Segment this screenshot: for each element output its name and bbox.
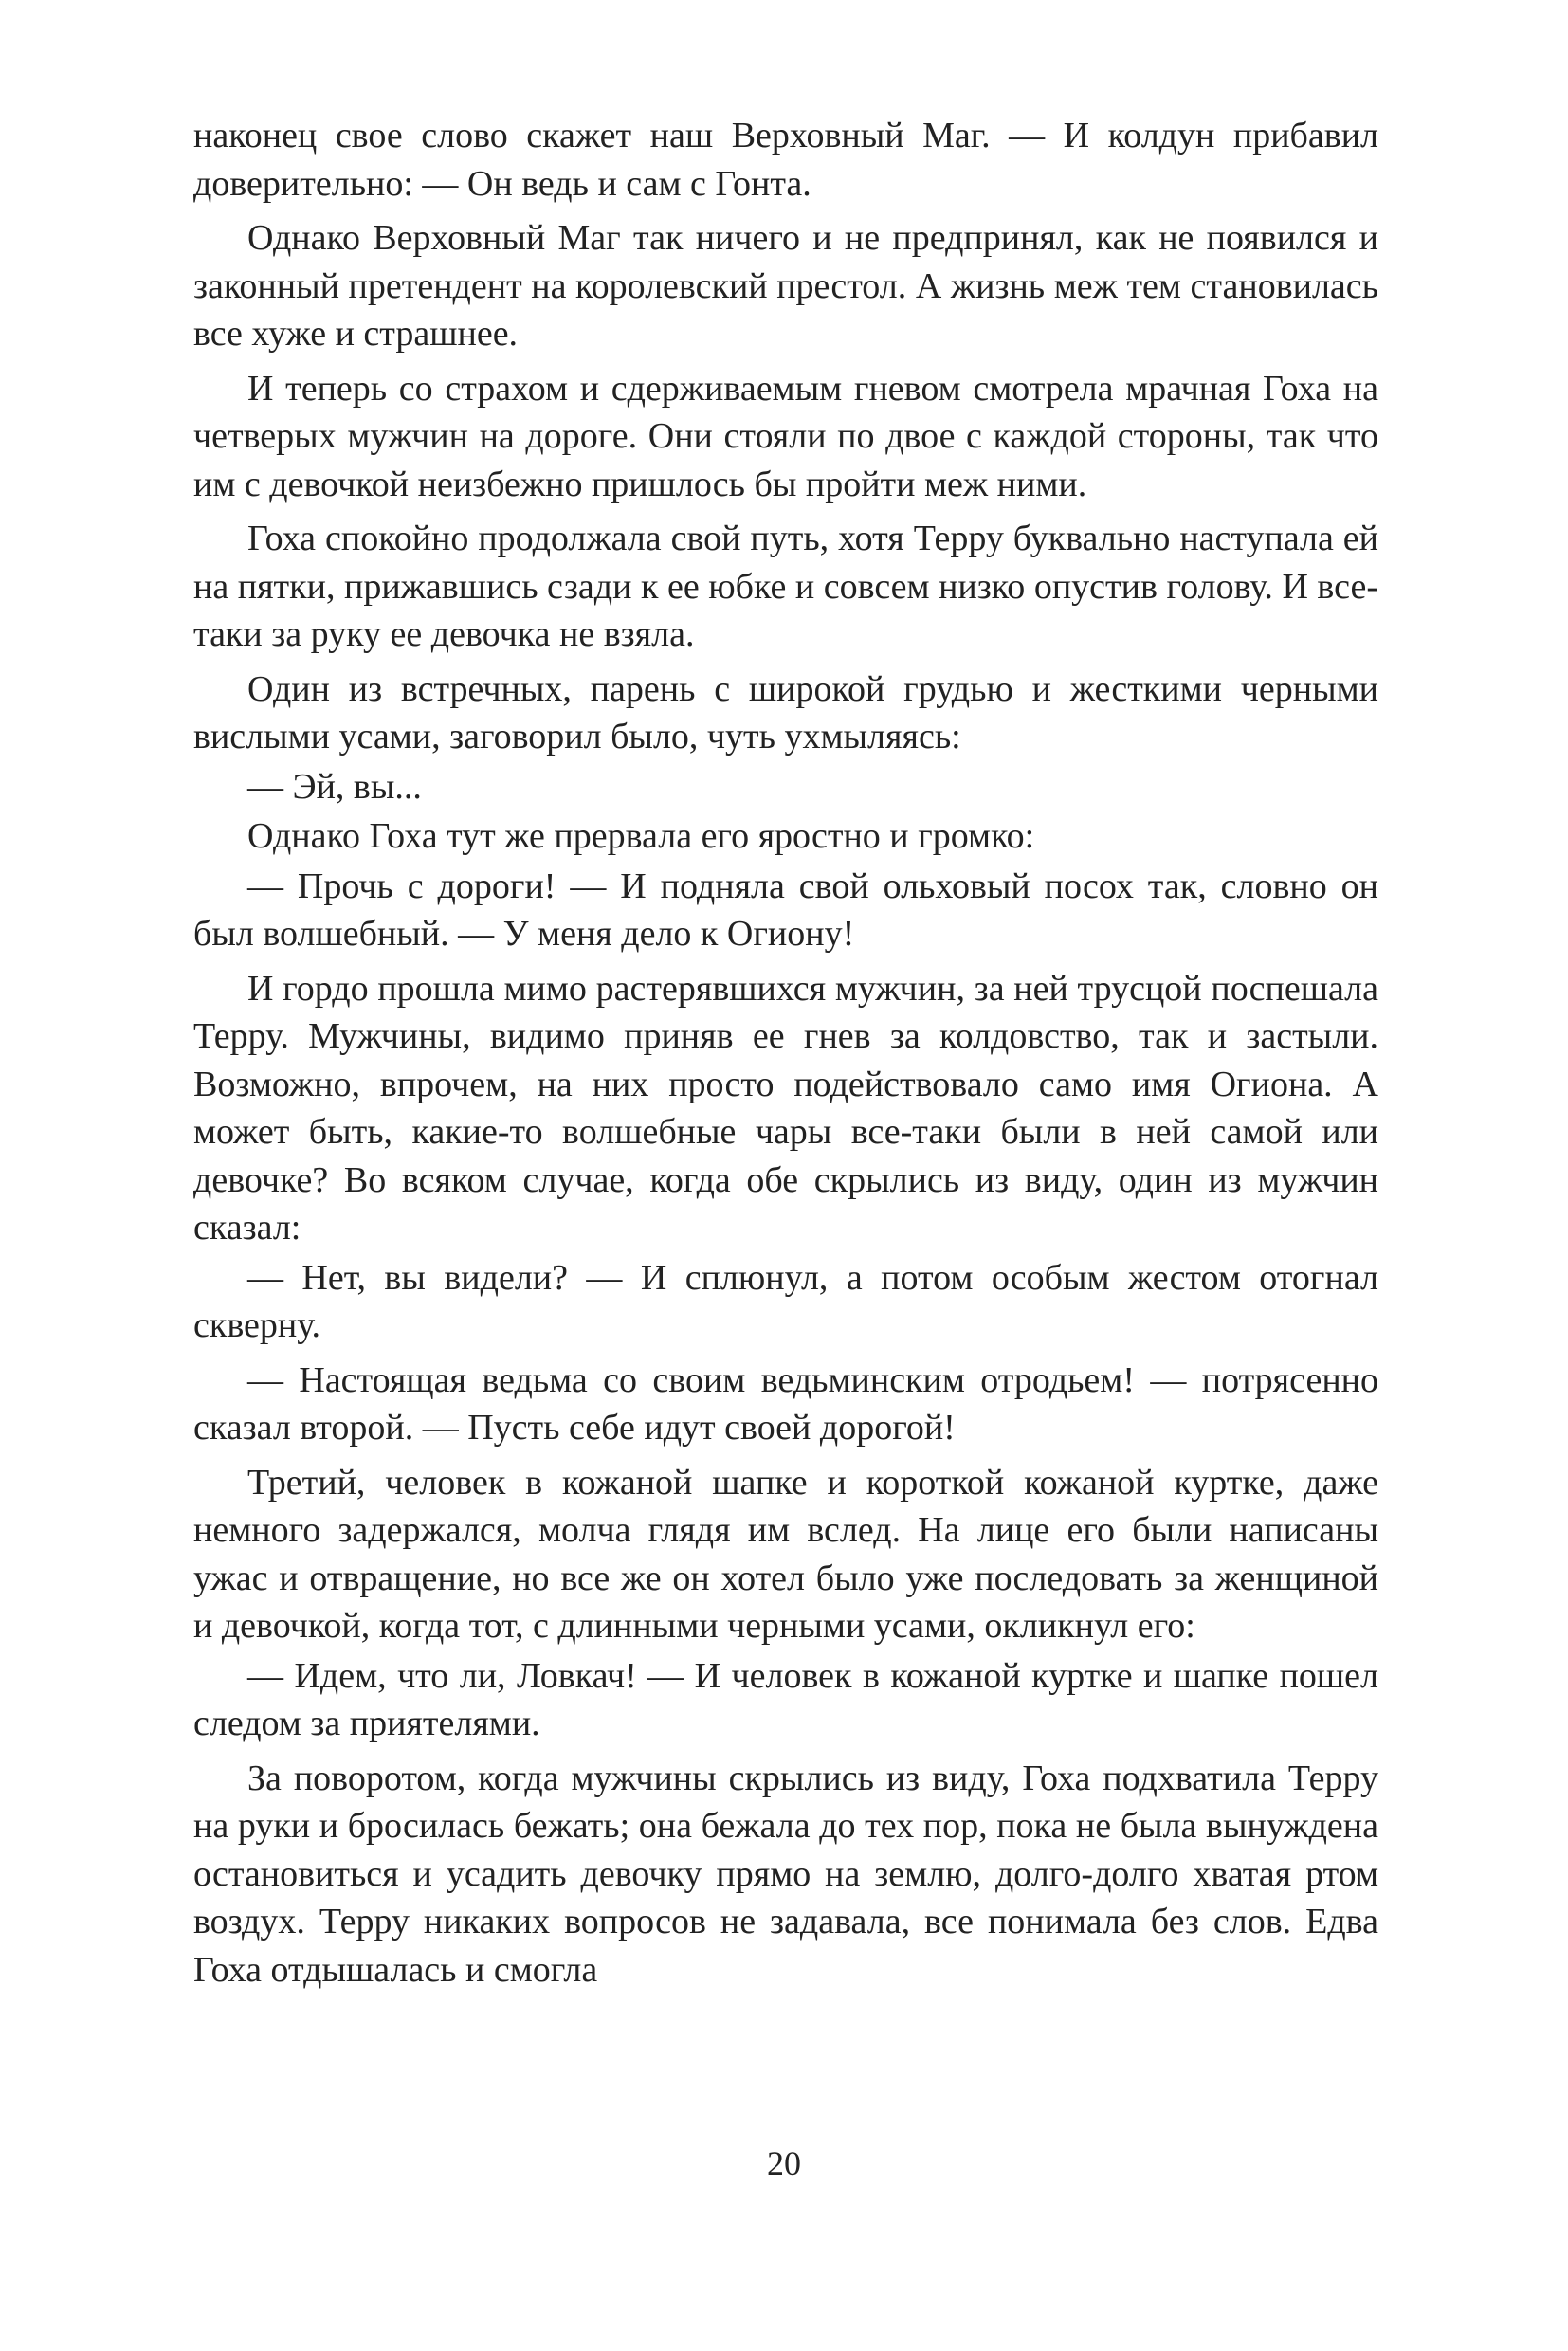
dialogue-line-5: — Идем, что ли, Ловкач! — И человек в кожаной куртке и шапке пошел следом за приятелями.	[193, 1655, 1378, 1743]
page-number: 20	[767, 2144, 801, 2182]
paragraph-4: Гоха спокойно продолжала свой путь, хотя Терру буквально наступала ей на пятки, прижавшись сзади к ее юбке и совсем низко опустив голову. И все-таки за руку ее девочка не взяла.	[193, 519, 1378, 654]
dialogue-line-1: — Эй, вы...	[247, 766, 422, 807]
paragraph-8: Третий, человек в кожаной шапке и короткой кожаной куртке, даже немного задержался, молча глядя им вслед. На лице его были написаны ужас и отвращение, но все же он хотел было уже последовать за женщиной и девочкой, когда тот, с длинными черными усами, окликнул его:	[193, 1462, 1378, 1646]
paragraph-1: наконец свое слово скажет наш Верховный Маг. — И колдун прибавил доверительно: — Он ведь и сам с Гонта.	[193, 116, 1378, 204]
dialogue-line-3: — Нет, вы видели? — И сплюнул, а потом особым жестом отогнал скверну.	[193, 1257, 1378, 1345]
paragraph-9: За поворотом, когда мужчины скрылись из виду, Гоха подхватила Терру на руки и бросилась бежать; она бежала до тех пор, пока не была вынуждена остановиться и усадить девочку прямо на землю, долго-долго хватая ртом воздух. Терру никаких вопросов не задавала, все понимала без слов. Едва Гоха отдышалась и смогла	[193, 1758, 1378, 1990]
paragraph-2: Однако Верховный Маг так ничего и не предпринял, как не появился и законный претендент на королевский престол. А жизнь меж тем становилась все хуже и страшнее.	[193, 218, 1378, 354]
dialogue-line-2: — Прочь с дороги! — И подняла свой ольховый посох так, словно он был волшебный. — У меня дело к Огиону!	[193, 866, 1378, 954]
page-body	[193, 112, 1378, 2084]
paragraph-6: Однако Гоха тут же прервала его яростно и громко:	[247, 816, 1035, 856]
dialogue-line-4: — Настоящая ведьма со своим ведьминским отродьем! — потрясенно сказал второй. — Пусть себе идут своей дорогой!	[193, 1359, 1378, 1448]
paragraph-7: И гордо прошла мимо растерявшихся мужчин, за ней трусцой поспешала Терру. Мужчины, видимо приняв ее гнев за колдовство, так и застыли. Возможно, впрочем, на них просто подействовало само имя Огиона. А может быть, какие-то волшебные чары все-таки были в ней самой или девочке? Во всяком случае, когда обе скрылись из виду, один из мужчин сказал:	[193, 968, 1378, 1248]
paragraph-3: И теперь со страхом и сдерживаемым гневом смотрела мрачная Гоха на четверых мужчин на дороге. Они стояли по двое с каждой стороны, так что им с девочкой неизбежно пришлось бы пройти меж ними.	[193, 368, 1378, 504]
paragraph-5: Один из встречных, парень с широкой грудью и жесткими черными вислыми усами, заговорил было, чуть ухмыляясь:	[193, 668, 1378, 756]
